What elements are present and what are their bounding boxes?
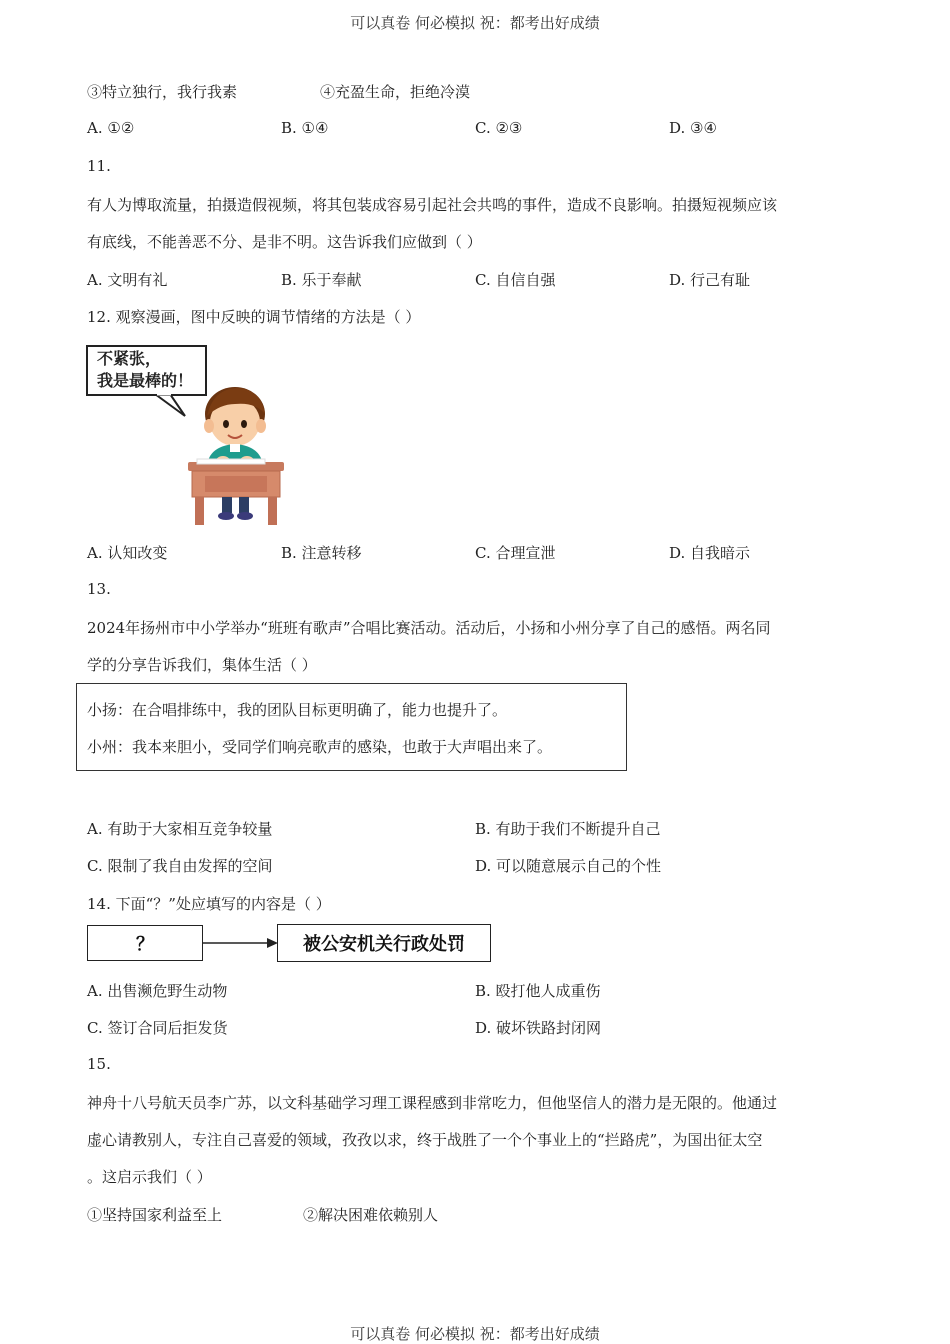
q15-item-1: ①坚持国家利益至上 — [87, 1206, 223, 1224]
q14-stem: 14. 下面“？”处应填写的内容是（ ） — [87, 895, 331, 913]
q13-option-a[interactable]: A. 有助于大家相互竞争较量 — [87, 820, 273, 838]
q13-material-box — [76, 683, 627, 771]
q15-stem-line-2: 虚心请教别人，专注自己喜爱的领域，孜孜以求，终于战胜了一个个事业上的“拦路虎”，为国出征太空 — [87, 1131, 763, 1149]
q13-option-d[interactable]: D. 可以随意展示自己的个性 — [475, 857, 662, 875]
q13-number: 13. — [87, 580, 111, 598]
page-footer: 可以真卷 何必模拟 祝：都考出好成绩 — [350, 1325, 600, 1343]
q13-material-line-1: 小扬：在合唱排练中，我的团队目标更明确了，能力也提升了。 — [87, 701, 508, 719]
q15-number: 15. — [87, 1055, 111, 1073]
q12-stem: 12. 观察漫画，图中反映的调节情绪的方法是（ ） — [87, 308, 421, 326]
q12-cartoon — [85, 344, 295, 529]
q15-item-2: ②解决困难依赖别人 — [303, 1206, 439, 1224]
q13-stem-line-2: 学的分享告诉我们，集体生活（ ） — [87, 656, 317, 674]
q14-unknown-box: ？ — [87, 925, 203, 961]
q11-option-c[interactable]: C. 自信自强 — [475, 271, 556, 289]
speech-bubble-text-line-1: 不紧张， — [97, 349, 162, 368]
q14-option-b[interactable]: B. 殴打他人成重伤 — [475, 982, 601, 1000]
q11-number: 11. — [87, 157, 111, 175]
speech-bubble-tail — [155, 394, 185, 416]
q14-option-a[interactable]: A. 出售濒危野生动物 — [87, 982, 228, 1000]
q10-option-d[interactable]: D. ③④ — [669, 119, 717, 137]
q12-option-a[interactable]: A. 认知改变 — [87, 544, 168, 562]
q10-item-3: ③特立独行，我行我素 — [87, 83, 238, 101]
q15-stem-line-1: 神舟十八号航天员李广苏，以文科基础学习理工课程感到非常吃力，但他坚信人的潜力是无限的。他通过 — [87, 1094, 778, 1112]
q13-material-line-2: 小州：我本来胆小，受同学们响亮歌声的感染，也敢于大声唱出来了。 — [87, 738, 553, 756]
q12-option-c[interactable]: C. 合理宣泄 — [475, 544, 556, 562]
q12-option-d[interactable]: D. 自我暗示 — [669, 544, 751, 562]
q11-option-b[interactable]: B. 乐于奉献 — [281, 271, 362, 289]
q12-option-b[interactable]: B. 注意转移 — [281, 544, 362, 562]
q11-option-a[interactable]: A. 文明有礼 — [87, 271, 168, 289]
q14-arrow — [203, 935, 279, 951]
q13-stem-line-1: 2024年扬州市中小学举办“班班有歌声”合唱比赛活动。活动后，小扬和小州分享了自己的感悟。两名同 — [87, 619, 771, 637]
q11-stem-line-2: 有底线，不能善恶不分、是非不明。这告诉我们应做到（ ） — [87, 233, 482, 251]
speech-bubble-text-line-2: 我是最棒的！ — [97, 371, 194, 390]
q14-result-box: 被公安机关行政处罚 — [277, 924, 491, 962]
q13-option-b[interactable]: B. 有助于我们不断提升自己 — [475, 820, 661, 838]
q11-option-d[interactable]: D. 行己有耻 — [669, 271, 751, 289]
q10-option-b[interactable]: B. ①④ — [281, 119, 329, 137]
q10-item-4: ④充盈生命，拒绝冷漠 — [320, 83, 471, 101]
q15-stem-line-3: 。这启示我们（ ） — [87, 1168, 212, 1186]
q10-option-a[interactable]: A. ①② — [87, 119, 135, 137]
q14-option-c[interactable]: C. 签订合同后拒发货 — [87, 1019, 228, 1037]
page-header: 可以真卷 何必模拟 祝：都考出好成绩 — [350, 14, 600, 32]
q11-stem-line-1: 有人为博取流量，拍摄造假视频，将其包装成容易引起社会共鸣的事件，造成不良影响。拍摄短视频应该 — [87, 196, 778, 214]
q13-option-c[interactable]: C. 限制了我自由发挥的空间 — [87, 857, 273, 875]
q14-option-d[interactable]: D. 破坏铁路封闭网 — [475, 1019, 602, 1037]
q10-option-c[interactable]: C. ②③ — [475, 119, 523, 137]
